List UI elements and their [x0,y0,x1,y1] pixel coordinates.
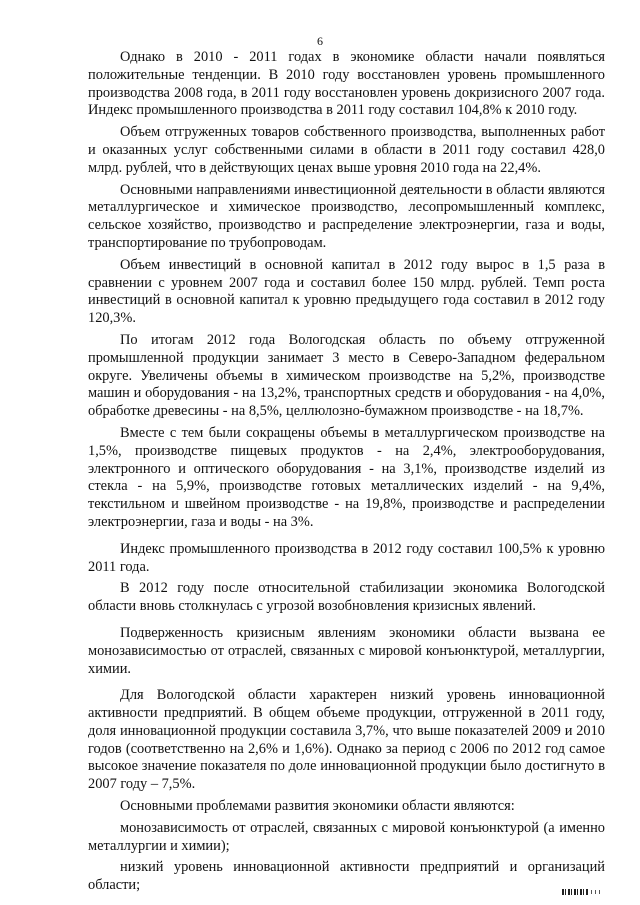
paragraph: Вместе с тем были сокращены объемы в металлургическом производстве на 1,5%, производстве пищевых продуктов - на 2,4%, электрооборудования, электронного и оптического оборудования - на 3,1%, производстве изделий из стекла - на 5,9%, производстве готовых металлических изделий - на 9,4%, текстильном и швейном производстве - на 19,8%, производстве и распределении электроэнергии, газа и воды - на 3%. [88,424,605,530]
paragraph: Основными направлениями инвестиционной деятельности в области являются металлургическое и химическое производство, лесопромышленный комплекс, сельское хозяйство, производство и распределение электроэнергии, газа и воды, транспортирование по трубопроводам. [88,181,605,251]
paragraph: В 2012 году после относительной стабилизации экономика Вологодской области вновь столкнулась с угрозой возобновления кризисных явлений. [88,580,605,615]
list-item: низкий уровень инновационной активности предприятий и организаций области; [88,859,605,894]
document-body [88,49,605,899]
paragraph: Для Вологодской области характерен низкий уровень инновационной активности предприятий. В общем объеме продукции, отгруженной в 2011 году, доля инновационной продукции составила 3,7%, что выше показателей 2009 и 2010 годов (соответственно на 2,6% и 1,6%). Однако за период с 2006 по 2012 год самое высокое значение показателя по доле инновационной продукции было достигнуто в 2007 году – 7,5%. [88,687,605,793]
paragraph: Основными проблемами развития экономики области являются: [120,798,515,815]
paragraph: Подверженность кризисным явлениям экономики области вызвана ее монозависимостью от отраслей, связанных с мировой конъюнктурой, металлургии, химии. [88,624,605,677]
paragraph: Однако в 2010 - 2011 годах в экономике области начали появляться положительные тенденции. В 2010 году восстановлен уровень промышленного производства 2008 года, в 2011 году восстановлен уровень докризисного 2007 года. Индекс промышленного производства в 2011 году составил 104,8% к 2010 году. [88,49,605,119]
list-item: монозависимость от отраслей, связанных с мировой конъюнктурой (а именно металлургии и химии); [88,819,605,854]
paragraph: Индекс промышленного производства в 2012 году составил 100,5% к уровню 2011 года. [88,540,605,575]
page-number: 6 [317,34,323,48]
paragraph: Объем инвестиций в основной капитал в 2012 году вырос в 1,5 раза в сравнении с уровнем 2007 года и составил более 150 млрд. рублей. Темп роста инвестиций в основной капитал к уровню предыдущего года составил в 2012 году 120,3%. [88,256,605,327]
scan-dots-mark [591,890,600,894]
paragraph: По итогам 2012 года Вологодская область по объему отгруженной промышленной продукции занимает 3 место в Северо-Западном федеральном округе. Увеличены объемы в химическом производстве на 5,2%, производстве машин и оборудования - на 13,2%, транспортных средств и оборудования - на 4,0%, обработке древесины - на 8,5%, целлюлозно-бумажном производстве - на 18,7%. [88,331,605,420]
scan-barcode-mark [562,889,588,895]
paragraph: Объем отгруженных товаров собственного производства, выполненных работ и оказанных услуг собственными силами в области в 2011 году составил 428,0 млрд. рублей, что в действующих ценах выше уровня 2010 года на 22,4%. [88,124,605,176]
